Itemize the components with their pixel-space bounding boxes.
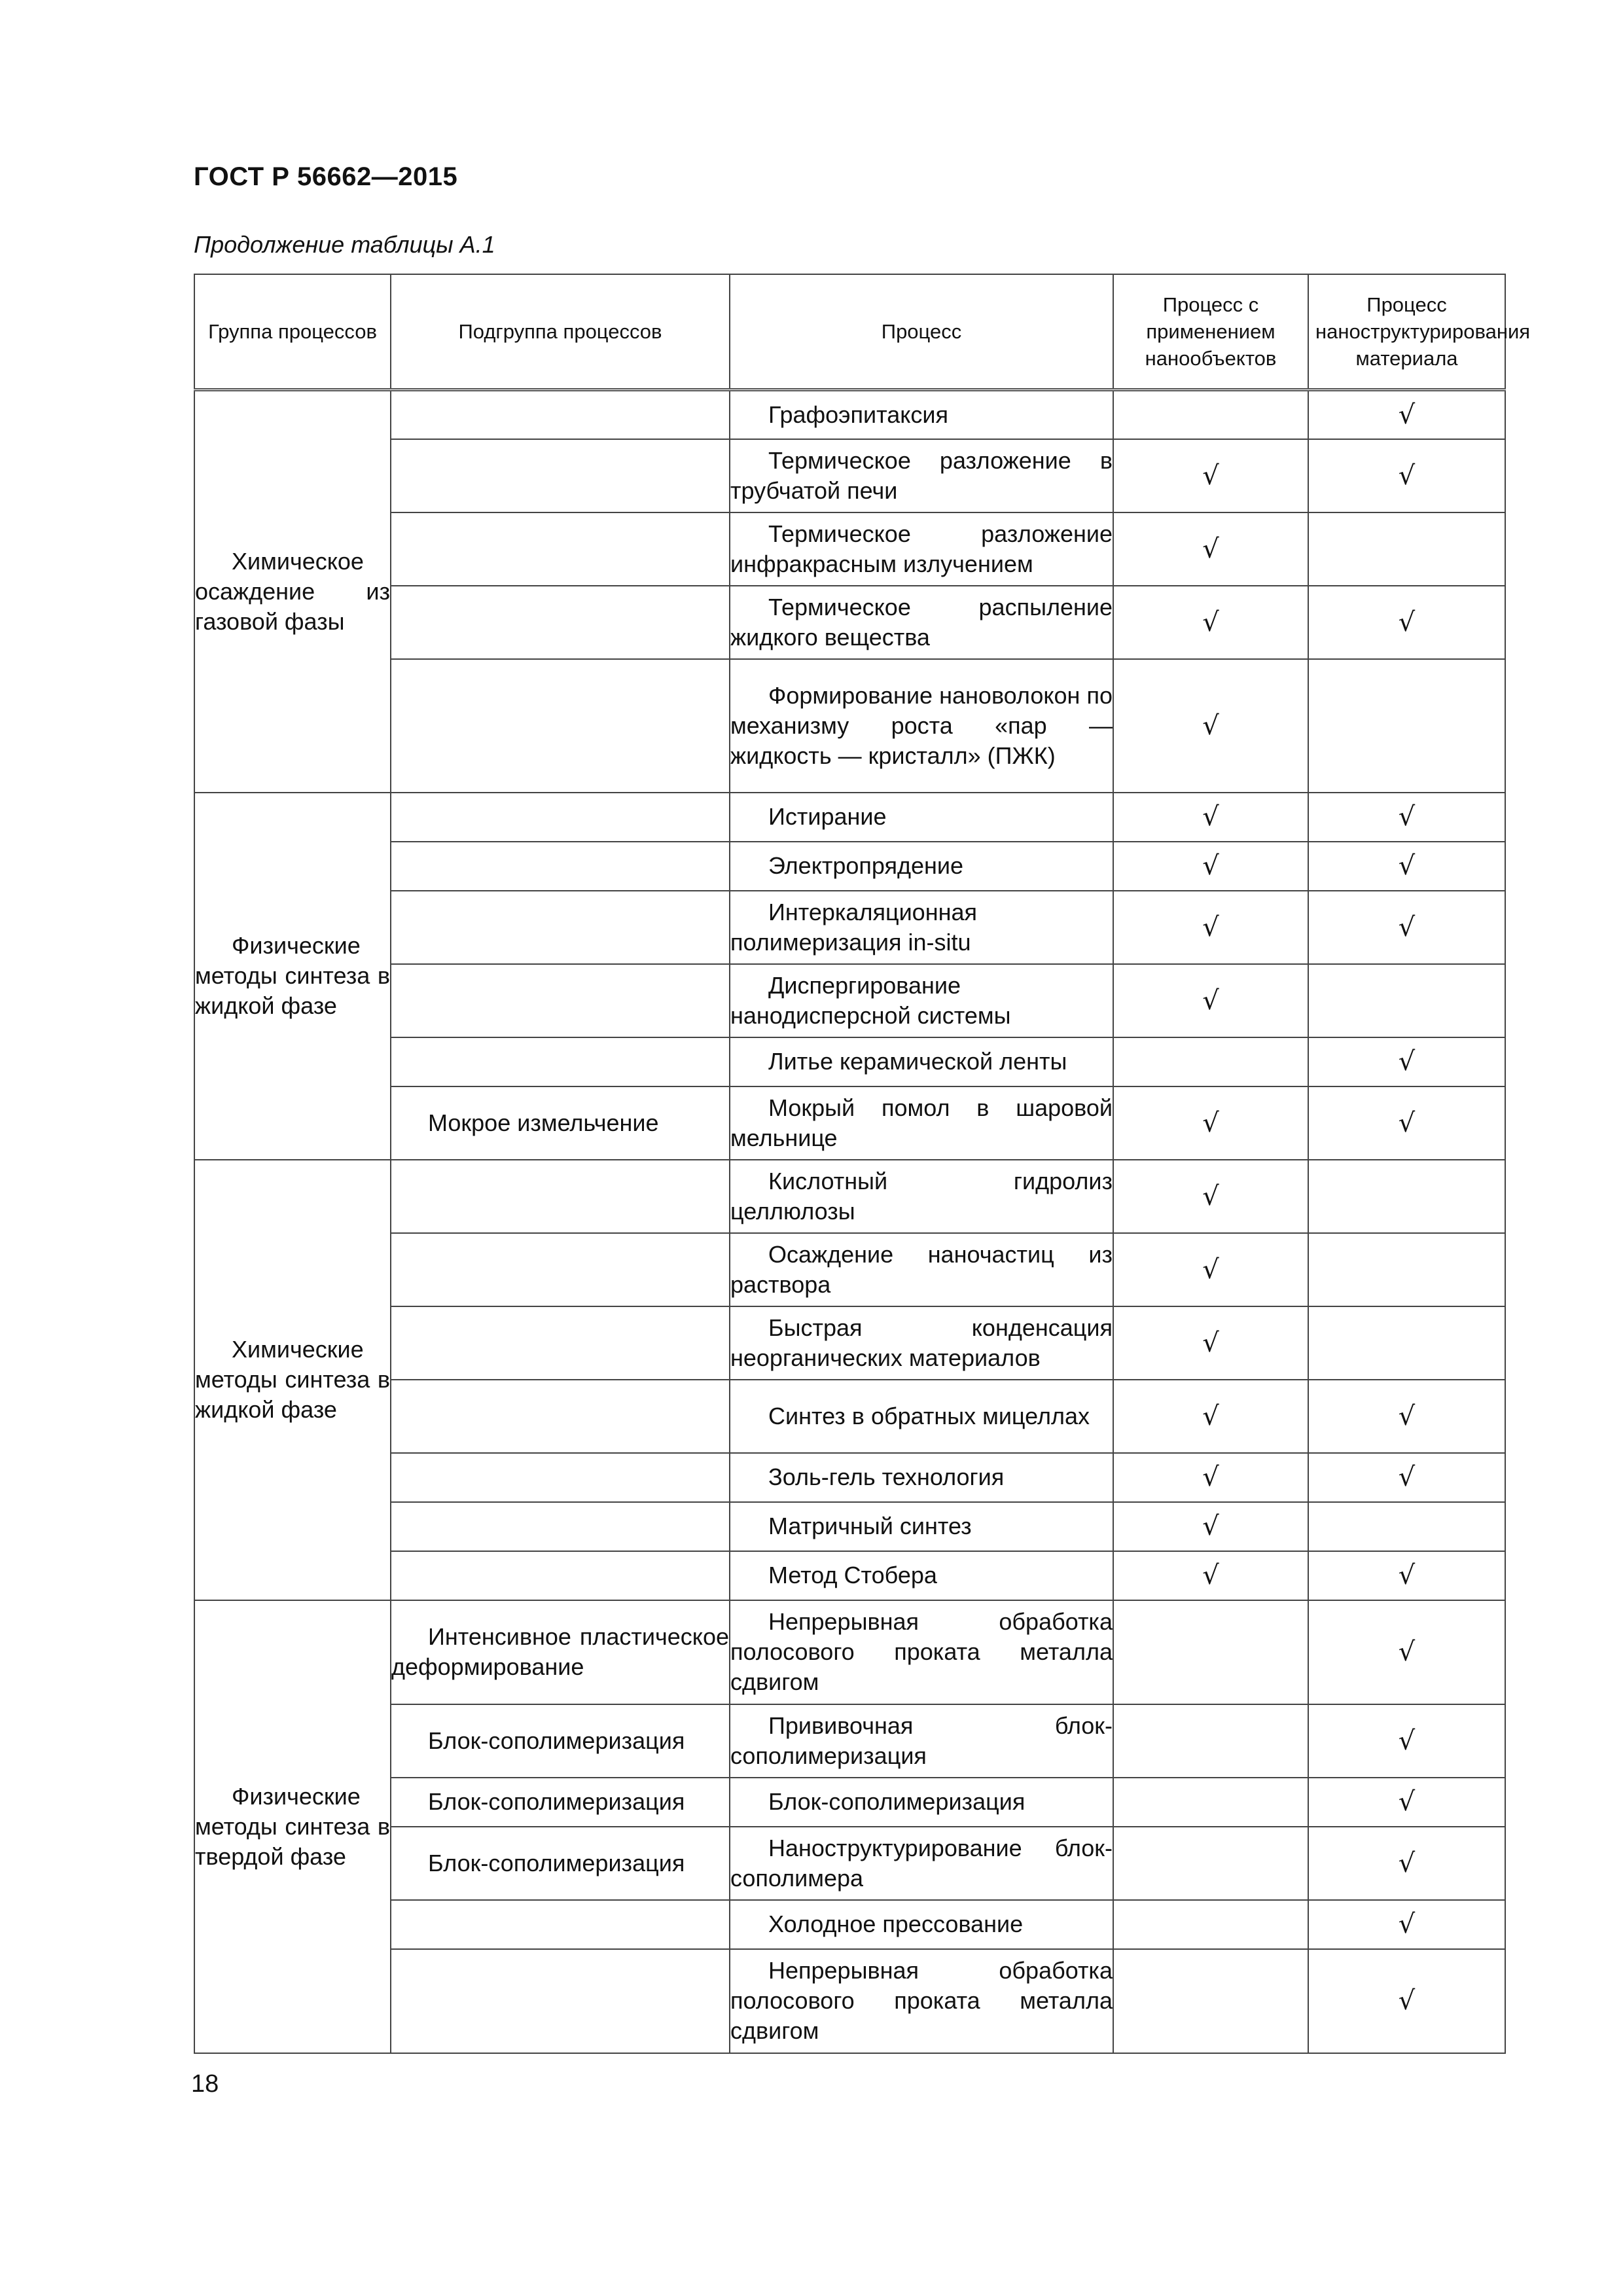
process-text: Быстрая конденсация неорганических материалов — [730, 1314, 1113, 1371]
subgroup-cell — [391, 1086, 730, 1160]
check-mark-icon: √ — [1202, 533, 1219, 564]
table-row — [194, 1453, 1505, 1502]
group-cell — [194, 1600, 391, 2053]
subgroup-cell — [391, 1949, 730, 2053]
nanoobjects-mark-cell — [1113, 891, 1308, 964]
subgroup-cell — [391, 1827, 730, 1900]
table-row — [194, 1380, 1505, 1453]
subgroup-cell — [391, 964, 730, 1037]
structuring-mark-cell — [1308, 439, 1505, 512]
process-text: Прививочная блок-сополимеризация — [730, 1712, 1113, 1769]
structuring-mark-cell — [1308, 390, 1505, 439]
check-mark-icon: √ — [1398, 1725, 1416, 1756]
structuring-mark-cell — [1308, 586, 1505, 659]
process-cell — [730, 1160, 1113, 1233]
check-mark-icon: √ — [1398, 1401, 1416, 1431]
process-text: Матричный синтез — [768, 1513, 972, 1539]
process-cell — [730, 1949, 1113, 2053]
process-text: Осаждение наночастиц из раствора — [730, 1240, 1113, 1298]
subgroup-text: Блок-сополимеризация — [428, 1727, 685, 1754]
check-mark-icon: √ — [1202, 1327, 1219, 1358]
header-group: Группа процессов — [194, 274, 391, 390]
subgroup-text: Блок-сополимеризация — [428, 1788, 685, 1815]
nanoobjects-mark-cell — [1113, 1086, 1308, 1160]
table-body — [194, 390, 1505, 2053]
table-row — [194, 842, 1505, 891]
table-row — [194, 891, 1505, 964]
nanoobjects-mark-cell — [1113, 1453, 1308, 1502]
subgroup-cell — [391, 1704, 730, 1778]
process-text: Наноструктурирование блок-сополимера — [730, 1834, 1113, 1892]
subgroup-cell — [391, 1037, 730, 1086]
table-row — [194, 1900, 1505, 1949]
check-mark-icon: √ — [1398, 460, 1416, 491]
nanoobjects-mark-cell — [1113, 1551, 1308, 1600]
table-row — [194, 659, 1505, 793]
page-number: 18 — [191, 2070, 219, 2098]
subgroup-cell — [391, 1502, 730, 1551]
nanoobjects-mark-cell — [1113, 1900, 1308, 1949]
process-cell — [730, 512, 1113, 586]
table-caption: Продолжение таблицы А.1 — [194, 231, 495, 258]
header-process: Процесс — [730, 274, 1113, 390]
structuring-mark-cell — [1308, 1453, 1505, 1502]
structuring-mark-cell — [1308, 1160, 1505, 1233]
table-row — [194, 1827, 1505, 1900]
check-mark-icon: √ — [1202, 985, 1219, 1016]
structuring-mark-cell — [1308, 1704, 1505, 1778]
subgroup-cell — [391, 1380, 730, 1453]
nanoobjects-mark-cell — [1113, 1306, 1308, 1380]
check-mark-icon: √ — [1398, 851, 1416, 881]
process-cell — [730, 659, 1113, 793]
nanoobjects-mark-cell — [1113, 1380, 1308, 1453]
check-mark-icon: √ — [1398, 1787, 1416, 1817]
check-mark-icon: √ — [1398, 1637, 1416, 1667]
process-text: Графоэпитаксия — [768, 401, 948, 428]
nanoobjects-mark-cell — [1113, 964, 1308, 1037]
process-text: Золь-гель технология — [768, 1463, 1005, 1490]
subgroup-cell — [391, 1778, 730, 1827]
process-text: Интеркаляционная полимеризация in-situ — [730, 898, 977, 956]
process-cell — [730, 1778, 1113, 1827]
subgroup-cell — [391, 586, 730, 659]
subgroup-cell — [391, 1900, 730, 1949]
subgroup-cell — [391, 512, 730, 586]
check-mark-icon: √ — [1398, 1462, 1416, 1492]
table-row — [194, 1086, 1505, 1160]
check-mark-icon: √ — [1202, 1107, 1219, 1138]
structuring-mark-cell — [1308, 964, 1505, 1037]
subgroup-cell — [391, 1160, 730, 1233]
process-cell — [730, 1827, 1113, 1900]
process-cell — [730, 439, 1113, 512]
check-mark-icon: √ — [1398, 399, 1416, 430]
subgroup-cell — [391, 1233, 730, 1306]
table-row — [194, 1233, 1505, 1306]
table-row — [194, 964, 1505, 1037]
check-mark-icon: √ — [1398, 1909, 1416, 1939]
structuring-mark-cell — [1308, 1037, 1505, 1086]
table-row — [194, 1778, 1505, 1827]
table-row — [194, 586, 1505, 659]
nanoobjects-mark-cell — [1113, 1600, 1308, 1704]
check-mark-icon: √ — [1202, 1560, 1219, 1590]
process-text: Непрерывная обработка полосового проката металла сдвигом — [730, 1957, 1113, 2044]
subgroup-cell — [391, 1306, 730, 1380]
structuring-mark-cell — [1308, 1086, 1505, 1160]
table-row — [194, 1502, 1505, 1551]
process-cell — [730, 964, 1113, 1037]
check-mark-icon: √ — [1398, 1107, 1416, 1138]
process-cell — [730, 586, 1113, 659]
subgroup-cell — [391, 390, 730, 439]
process-table — [194, 274, 1531, 2054]
subgroup-cell — [391, 1453, 730, 1502]
group-cell — [194, 793, 391, 1160]
structuring-mark-cell — [1308, 793, 1505, 842]
table-row — [194, 1037, 1505, 1086]
subgroup-cell — [391, 1551, 730, 1600]
nanoobjects-mark-cell — [1113, 512, 1308, 586]
subgroup-cell — [391, 659, 730, 793]
structuring-mark-cell — [1308, 512, 1505, 586]
process-text: Истирание — [768, 803, 887, 830]
check-mark-icon: √ — [1202, 1254, 1219, 1285]
process-text: Термическое разложение инфракрасным излучением — [730, 520, 1113, 577]
process-cell — [730, 842, 1113, 891]
structuring-mark-cell — [1308, 1827, 1505, 1900]
group-cell — [194, 1160, 391, 1600]
subgroup-text: Мокрое измельчение — [428, 1109, 659, 1136]
header-nanoobjects: Процесс с применением нанообъектов — [1113, 274, 1308, 390]
table-row — [194, 390, 1505, 439]
structuring-mark-cell — [1308, 1306, 1505, 1380]
nanoobjects-mark-cell — [1113, 1160, 1308, 1233]
subgroup-cell — [391, 439, 730, 512]
nanoobjects-mark-cell — [1113, 1502, 1308, 1551]
nanoobjects-mark-cell — [1113, 1949, 1308, 2053]
structuring-mark-cell — [1308, 1949, 1505, 2053]
subgroup-cell — [391, 1600, 730, 1704]
check-mark-icon: √ — [1202, 710, 1219, 741]
check-mark-icon: √ — [1398, 802, 1416, 832]
table-row — [194, 1160, 1505, 1233]
process-cell — [730, 1233, 1113, 1306]
nanoobjects-mark-cell — [1113, 1037, 1308, 1086]
subgroup-cell — [391, 793, 730, 842]
structuring-mark-cell — [1308, 1502, 1505, 1551]
process-cell — [730, 1704, 1113, 1778]
process-text: Электропрядение — [768, 852, 964, 879]
process-text: Кислотный гидролиз целлюлозы — [730, 1167, 1113, 1225]
process-cell — [730, 1306, 1113, 1380]
header-subgroup: Подгруппа процессов — [391, 274, 730, 390]
check-mark-icon: √ — [1202, 1511, 1219, 1541]
nanoobjects-mark-cell — [1113, 1233, 1308, 1306]
table-row — [194, 512, 1505, 586]
process-text: Синтез в обратных мицеллах — [768, 1402, 1090, 1429]
check-mark-icon: √ — [1202, 851, 1219, 881]
table-row — [194, 1306, 1505, 1380]
process-cell — [730, 1037, 1113, 1086]
process-cell — [730, 1086, 1113, 1160]
process-cell — [730, 390, 1113, 439]
process-cell — [730, 1380, 1113, 1453]
process-text: Литье керамической ленты — [768, 1048, 1067, 1075]
check-mark-icon: √ — [1398, 912, 1416, 942]
table-row — [194, 1704, 1505, 1778]
process-text: Формирование нановолокон по механизму роста «пар — жидкость — кристалл» (ПЖК) — [730, 681, 1113, 769]
structuring-mark-cell — [1308, 1233, 1505, 1306]
table-row — [194, 1551, 1505, 1600]
group-name: Физические методы синтеза в твердой фазе — [195, 1782, 390, 1870]
group-cell — [194, 390, 391, 793]
structuring-mark-cell — [1308, 659, 1505, 793]
subgroup-cell — [391, 891, 730, 964]
process-text: Термическое распыление жидкого вещества — [730, 593, 1113, 651]
check-mark-icon: √ — [1202, 607, 1219, 637]
check-mark-icon: √ — [1202, 1181, 1219, 1211]
process-cell — [730, 1551, 1113, 1600]
structuring-mark-cell — [1308, 1778, 1505, 1827]
process-cell — [730, 1900, 1113, 1949]
subgroup-text: Интенсивное пластическое деформирование — [391, 1623, 729, 1680]
nanoobjects-mark-cell — [1113, 842, 1308, 891]
process-text: Непрерывная обработка полосового проката металла сдвигом — [730, 1608, 1113, 1695]
check-mark-icon: √ — [1398, 1560, 1416, 1590]
check-mark-icon: √ — [1398, 1047, 1416, 1077]
process-text: Метод Стобера — [768, 1562, 937, 1588]
process-cell — [730, 1502, 1113, 1551]
structuring-mark-cell — [1308, 1551, 1505, 1600]
group-name: Химическое осаждение из газовой фазы — [195, 547, 390, 635]
table-header-row — [194, 274, 1505, 390]
structuring-mark-cell — [1308, 842, 1505, 891]
process-cell — [730, 793, 1113, 842]
nanoobjects-mark-cell — [1113, 586, 1308, 659]
process-cell — [730, 891, 1113, 964]
table-row — [194, 793, 1505, 842]
process-text: Холодное прессование — [768, 1910, 1024, 1937]
check-mark-icon: √ — [1202, 802, 1219, 832]
process-text: Диспергирование нанодисперсной системы — [730, 971, 1011, 1029]
process-cell — [730, 1453, 1113, 1502]
nanoobjects-mark-cell — [1113, 439, 1308, 512]
check-mark-icon: √ — [1202, 1401, 1219, 1431]
document-title: ГОСТ Р 56662—2015 — [194, 162, 458, 191]
check-mark-icon: √ — [1202, 912, 1219, 942]
group-name: Химические методы синтеза в жидкой фазе — [195, 1336, 390, 1423]
nanoobjects-mark-cell — [1113, 793, 1308, 842]
nanoobjects-mark-cell — [1113, 1704, 1308, 1778]
check-mark-icon: √ — [1398, 607, 1416, 637]
check-mark-icon: √ — [1202, 460, 1219, 491]
process-text: Мокрый помол в шаровой мельнице — [730, 1094, 1113, 1151]
process-text: Блок-сополимеризация — [768, 1788, 1026, 1815]
structuring-mark-cell — [1308, 1600, 1505, 1704]
table-row — [194, 1949, 1505, 2053]
nanoobjects-mark-cell — [1113, 659, 1308, 793]
subgroup-cell — [391, 842, 730, 891]
check-mark-icon: √ — [1202, 1462, 1219, 1492]
nanoobjects-mark-cell — [1113, 390, 1308, 439]
header-structuring: Процесс наноструктурирования материала — [1308, 274, 1505, 390]
check-mark-icon: √ — [1398, 1986, 1416, 2016]
nanoobjects-mark-cell — [1113, 1778, 1308, 1827]
structuring-mark-cell — [1308, 1900, 1505, 1949]
table-row — [194, 1600, 1505, 1704]
group-name: Физические методы синтеза в жидкой фазе — [195, 932, 390, 1019]
subgroup-text: Блок-сополимеризация — [428, 1849, 685, 1876]
nanoobjects-mark-cell — [1113, 1827, 1308, 1900]
structuring-mark-cell — [1308, 1380, 1505, 1453]
table-row — [194, 439, 1505, 512]
check-mark-icon: √ — [1398, 1848, 1416, 1878]
process-text: Термическое разложение в трубчатой печи — [730, 446, 1113, 504]
process-cell — [730, 1600, 1113, 1704]
structuring-mark-cell — [1308, 891, 1505, 964]
